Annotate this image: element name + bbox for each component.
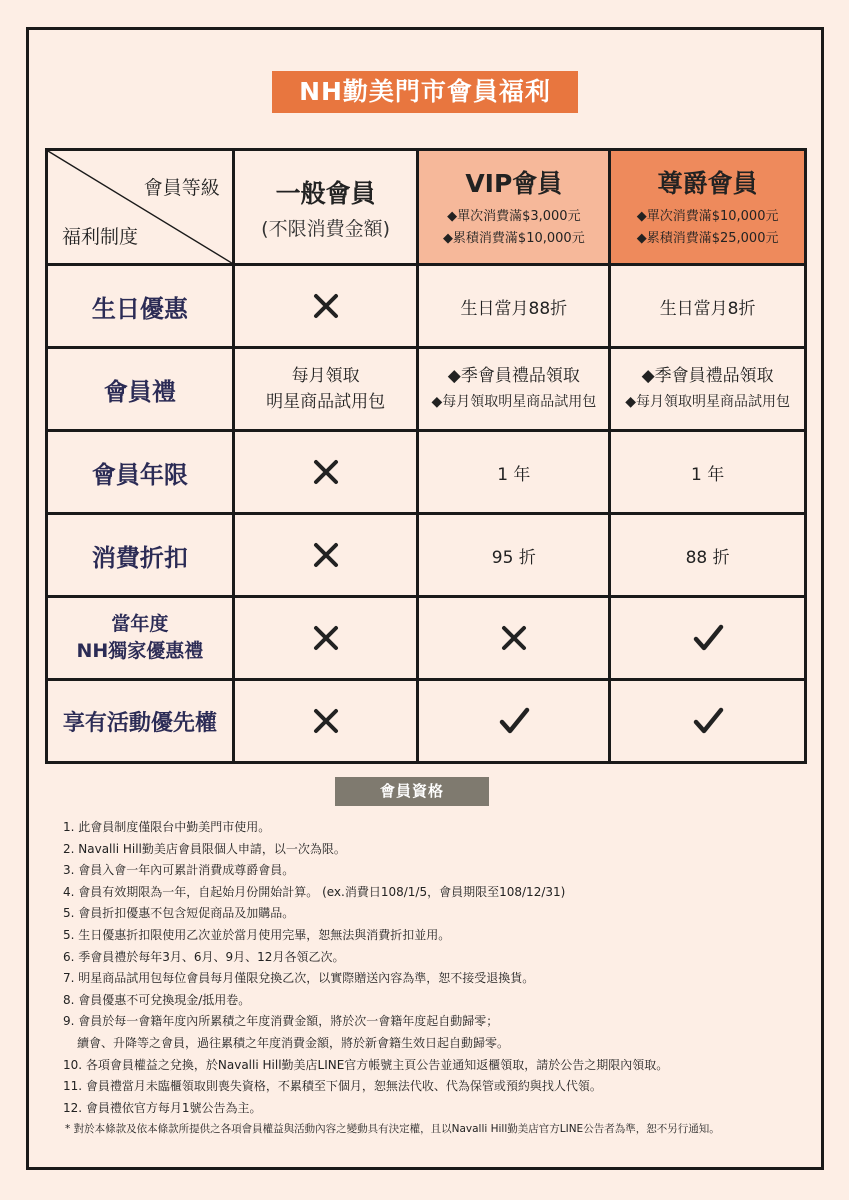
tier-vip	[418, 150, 610, 265]
gift-line: ◆每月領取明星商品試用包	[625, 394, 790, 410]
general-exclusive-gift	[233, 597, 418, 680]
tier-general	[233, 150, 418, 265]
vip-exclusive-gift	[418, 597, 610, 680]
check-icon	[692, 705, 724, 737]
term-item: 5. 會員折扣優惠不包含短促商品及加購品。	[63, 906, 295, 921]
premium-member-gift	[610, 348, 806, 431]
term-item: 12. 會員禮依官方每月1號公告為主。	[63, 1100, 262, 1115]
benefit-row-event-priority	[47, 680, 806, 763]
cross-icon	[310, 705, 342, 737]
cross-icon	[310, 456, 342, 488]
term-item: 10. 各項會員權益之兌換，於Navalli Hill勤美店LINE官方帳號主頁公告並通知返櫃領取，請於公告之期限內領取。	[63, 1057, 669, 1072]
gift-line: ◆季會員禮品領取	[641, 366, 774, 386]
terms-list	[63, 817, 813, 1141]
term-item: 3. 會員入會一年內可累計消費成尊爵會員。	[63, 863, 295, 878]
check-icon	[498, 705, 530, 737]
tier-name: 尊爵會員	[657, 169, 758, 198]
cross-icon	[310, 622, 342, 654]
vip-member-gift	[418, 348, 610, 431]
tier-name: VIP會員	[465, 169, 563, 198]
benefits-table	[45, 148, 807, 764]
term-item: 9. 會員於每一會籍年度內所累積之年度消費金額，將於次一會籍年度起自動歸零；	[63, 1014, 499, 1029]
vip-event-priority	[418, 680, 610, 763]
benefit-row-exclusive-gift	[47, 597, 806, 680]
qualification-badge: 會員資格	[335, 777, 489, 806]
row-label: 享有活動優先權	[62, 710, 217, 736]
benefit-row-membership-term	[47, 431, 806, 514]
row-label: 消費折扣	[91, 543, 188, 572]
tier-condition: ◆累積消費滿$10,000元	[442, 231, 585, 246]
row-label: NH獨家優惠禮	[76, 640, 204, 662]
general-discount	[233, 514, 418, 597]
term-item: 6. 季會員禮於每年3月、6月、9月、12月各領乙次。	[63, 949, 345, 964]
row-label: 生日優惠	[91, 294, 188, 323]
page-title: NH勤美門市會員福利	[272, 71, 578, 113]
vip-term: 1 年	[497, 464, 531, 485]
premium-birthday: 生日當月8折	[659, 298, 756, 319]
tier-subtitle: (不限消費金額)	[261, 217, 390, 240]
corner-level-label: 會員等級	[143, 177, 220, 199]
benefit-row-birthday	[47, 265, 806, 348]
cross-icon	[498, 622, 530, 654]
premium-term: 1 年	[690, 464, 725, 485]
row-label: 當年度	[111, 613, 169, 635]
gift-line: ◆每月領取明星商品試用包	[431, 394, 597, 410]
row-label: 會員禮	[103, 377, 176, 406]
table-corner	[47, 150, 234, 265]
vip-discount: 95 折	[491, 547, 536, 568]
corner-benefit-label: 福利制度	[62, 226, 139, 248]
premium-exclusive-gift	[610, 597, 806, 680]
term-item: 7. 明星商品試用包每位會員每月僅限兌換乙次，以實際贈送內容為準，恕不接受退換貨。	[63, 971, 535, 986]
cross-icon	[310, 290, 342, 322]
tier-header-row	[47, 150, 806, 265]
term-item: 4. 會員有效期限為一年，自起始月份開始計算。 (ex.消費日108/1/5，會員期限至108/12/31)	[63, 884, 566, 899]
vip-birthday: 生日當月88折	[460, 298, 568, 319]
cross-icon	[310, 539, 342, 571]
term-item: 1. 此會員制度僅限台中勤美門市使用。	[63, 820, 271, 834]
gift-line: ◆季會員禮品領取	[447, 366, 580, 386]
general-term	[233, 431, 418, 514]
gift-line: 每月領取	[291, 366, 360, 386]
general-member-gift	[233, 348, 418, 431]
tier-name: 一般會員	[275, 178, 376, 208]
benefit-row-member-gift	[47, 348, 806, 431]
general-event-priority	[233, 680, 418, 763]
premium-discount: 88 折	[685, 547, 730, 568]
premium-event-priority	[610, 680, 806, 763]
general-birthday	[233, 265, 418, 348]
tier-condition: ◆單次消費滿$3,000元	[447, 209, 581, 224]
gift-line: 明星商品試用包	[266, 392, 386, 412]
term-item: 續會、升降等之會員，過往累積之年度消費金額，將於新會籍生效日起自動歸零。	[77, 1035, 510, 1050]
benefit-row-discount	[47, 514, 806, 597]
tier-condition: ◆累積消費滿$25,000元	[636, 231, 779, 246]
row-label: 會員年限	[91, 460, 188, 489]
tier-condition: ◆單次消費滿$10,000元	[636, 209, 779, 224]
term-item: 5. 生日優惠折扣限使用乙次並於當月使用完畢，恕無法與消費折扣並用。	[63, 927, 451, 942]
tier-premium	[610, 150, 806, 265]
check-icon	[692, 622, 724, 654]
term-item: 2. Navalli Hill勤美店會員限個人申請，以一次為限。	[63, 841, 346, 856]
term-item: 11. 會員禮當月未臨櫃領取則喪失資格，不累積至下個月，恕無法代收、代為保管或預約與找人代領。	[63, 1079, 602, 1094]
term-item: 8. 會員優惠不可兌換現金/抵用卷。	[63, 992, 251, 1007]
footnote: * 對於本條款及依本條款所提供之各項會員權益與活動內容之變動具有決定權，且以Navalli Hill勤美店官方LINE公告者為準，恕不另行通知。	[65, 1123, 720, 1136]
